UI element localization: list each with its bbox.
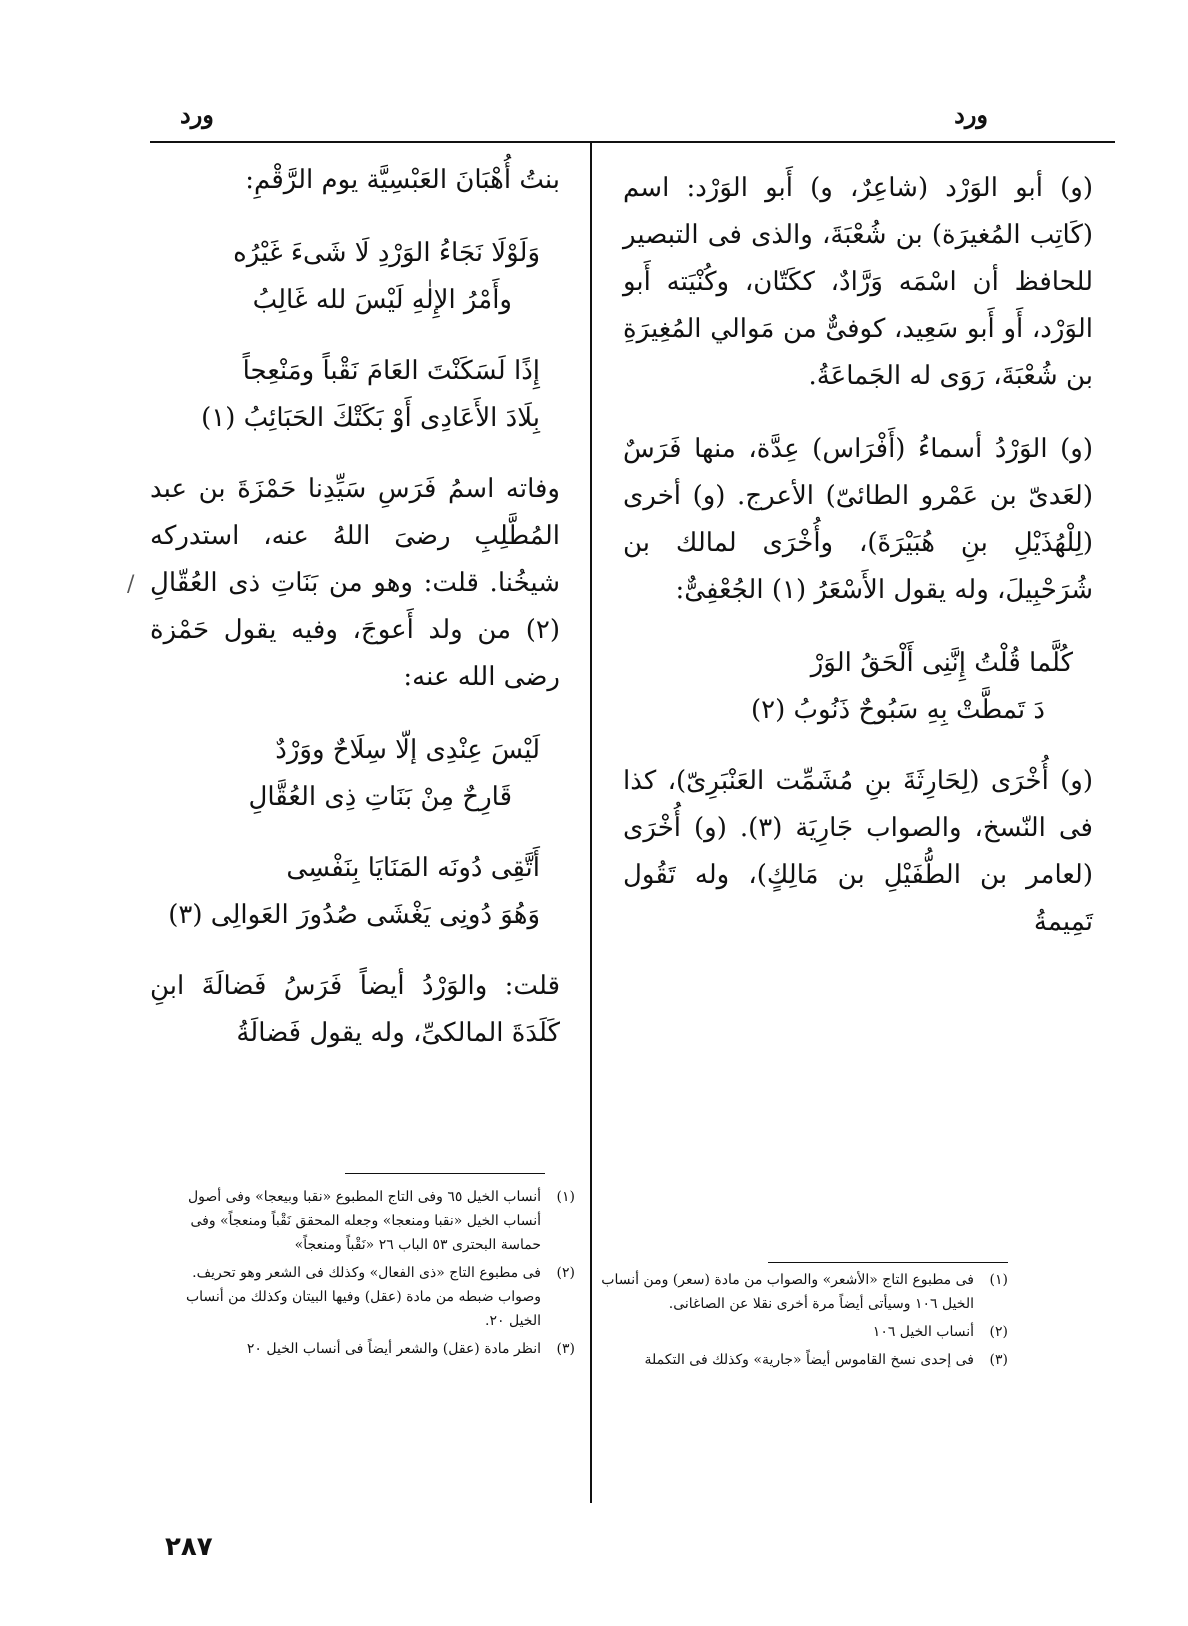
intro-line: بنتُ أُهْبَانَ العَبْسِيَّة يوم الرَّقْمِ: bbox=[245, 165, 560, 195]
footnote bbox=[568, 1348, 1008, 1372]
verse-line: وأَمْرُ الإِلٰهِ لَيْسَ لله غَالِبُ bbox=[252, 285, 512, 315]
verse-line: وَلَوْلَا نَجَاءُ الوَرْدِ لَا شَىءَ غَيْرُه bbox=[233, 238, 540, 268]
entry-hamza-horse: وفاته اسمُ فَرَسِ سَيِّدِنا حَمْزَةَ بن عبد المُطَّلِبِ رضىَ اللهُ عنه، استدركه شيخُنا. قلت: وهو من بَنَاتِ ذى العُقّالِ (٢) من ولد أَعوجَ، وفيه يقول حَمْزة رضى الله عنه: bbox=[150, 474, 560, 692]
footnote bbox=[568, 1268, 1008, 1316]
footnote-rule bbox=[768, 1262, 1008, 1263]
verse-line: لَيْسَ عِنْدِى إلّا سِلَاحٌ ووَرْدٌ bbox=[275, 735, 540, 765]
verse-4 bbox=[150, 845, 560, 939]
footnote-number: (٢) bbox=[556, 1265, 575, 1281]
footnote-number: (٢) bbox=[989, 1324, 1008, 1340]
right-column bbox=[623, 165, 1093, 972]
footnote bbox=[150, 1337, 575, 1361]
margin-mark: / bbox=[127, 572, 135, 597]
footnote-text: فى مطبوع التاج «الأشعر» والصواب من مادة (سعر) ومن أنساب الخيل ١٠٦ وسيأتى أيضاً مرة أخرى نقلا عن الصاغانى. bbox=[601, 1272, 974, 1312]
running-header-left: ورد bbox=[180, 100, 214, 129]
footnote bbox=[150, 1185, 575, 1257]
footnote-text: فى إحدى نسخ القاموس أيضاً «جارية» وكذلك فى التكملة bbox=[644, 1352, 974, 1368]
footnote bbox=[150, 1261, 575, 1333]
verse-line: كُلَّما قُلْتُ إِنَّنِى أَلْحَقُ الوَرْ bbox=[810, 648, 1073, 678]
footnote-text: أنساب الخيل ١٠٦ bbox=[872, 1324, 974, 1340]
page-number: ٢٨٧ bbox=[165, 1532, 213, 1562]
verse-3 bbox=[150, 727, 560, 821]
footnote-number: (٣) bbox=[989, 1352, 1008, 1368]
verse-1 bbox=[623, 640, 1093, 734]
running-header-right: ورد bbox=[954, 100, 988, 129]
footnotes-left bbox=[150, 1185, 575, 1365]
footnote-text: انظر مادة (عقل) والشعر أيضاً فى أنساب الخيل ٢٠ bbox=[246, 1341, 541, 1357]
entry-horses: (و) الوَرْدُ أسماءُ (أَفْرَاس) عِدَّة، منها فَرَسٌ (لعَدىّ بن عَمْرو الطائىّ) الأعرج. (و) أخرى (لِلْهُذَيْلِ بنِ هُبَيْرَةَ)، وأُخْرَى لمالك بن شُرَحْبِيلَ، وله يقول الأَسْعَرُ (١) الجُعْفِىٌّ: bbox=[623, 434, 1093, 605]
verse-line: وَهُوَ دُونِى يَغْشَى صُدُورَ العَوالِى (٣) bbox=[168, 900, 540, 930]
footnote-number: (١) bbox=[556, 1189, 575, 1205]
footnote-rule bbox=[345, 1173, 545, 1174]
verse-2 bbox=[150, 348, 560, 442]
footnote-number: (١) bbox=[989, 1272, 1008, 1288]
entry-fadala: قلت: والوَرْدُ أيضاً فَرَسُ فَضالَةَ ابنِ كَلَدَةَ المالكىِّ، وله يقول فَضالَةُ bbox=[150, 971, 560, 1048]
verse-1 bbox=[150, 230, 560, 324]
verse-line: قَارِحٌ مِنْ بَنَاتِ ذِى العُقَّالِ bbox=[248, 782, 512, 812]
verse-line: دَ تَمطَّتْ بِهِ سَبُوحٌ ذَنُوبُ (٢) bbox=[750, 695, 1045, 725]
footnote-number: (٣) bbox=[556, 1341, 575, 1357]
footnote-text: أنساب الخيل ٦٥ وفى التاج المطبوع «نقبا وبيعجا» وفى أصول أنساب الخيل «نقبا ومنعجا» وجعله المحقق نَقْباً ومنعجاً» وفى حماسة البحترى ٥٣ الباب ٢٦ «نَقْباً ومنعجاً» bbox=[187, 1189, 541, 1253]
left-column bbox=[150, 157, 560, 1083]
footnote bbox=[568, 1320, 1008, 1344]
header-rule bbox=[150, 141, 1115, 143]
verse-line: أَتَّقِى دُونَه المَنَايَا بِنَفْسِى bbox=[286, 853, 540, 883]
verse-line: إِذًا لَسَكَنْتَ العَامَ نَقْباً ومَنْعِجاً bbox=[242, 356, 540, 386]
footnote-text: فى مطبوع التاج «ذى الفعال» وكذلك فى الشعر وهو تحريف. وصواب ضبطه من مادة (عقل) وفيها البيتان وكذلك من أنساب الخيل ٢٠. bbox=[185, 1265, 541, 1329]
footnotes-right bbox=[568, 1268, 1008, 1376]
entry-haritha: (و) أُخْرَى (لِحَارِثَةَ بنِ مُشَمِّت العَنْبَرِىّ)، كذا فى النّسخ، والصواب جَارِيَة (٣). (و) أُخْرَى (لعامر بن الطُّفَيْلِ بن مَالِكٍ)، وله تَقُول تَمِيمةُ bbox=[623, 766, 1093, 937]
entry-abu-al-ward: (و) أبو الوَرْد (شاعِرٌ، و) أَبو الوَرْد: اسم (كَاتِب المُغيرَة) بن شُعْبَةَ، والذى فى التبصير للحافظ أن اسْمَه وَرَّادٌ، ككَتّان، وكُنْيَته أَبو الوَرْد، أَو أَبو سَعِيد، كوفىٌّ من مَوالي المُغِيرَةِ بن شُعْبَةَ، رَوَى له الجَماعَةُ. bbox=[623, 173, 1093, 391]
verse-line: بِلَادَ الأَعَادِى أَوْ بَكَتْكَ الحَبَائِبُ (١) bbox=[201, 403, 540, 433]
